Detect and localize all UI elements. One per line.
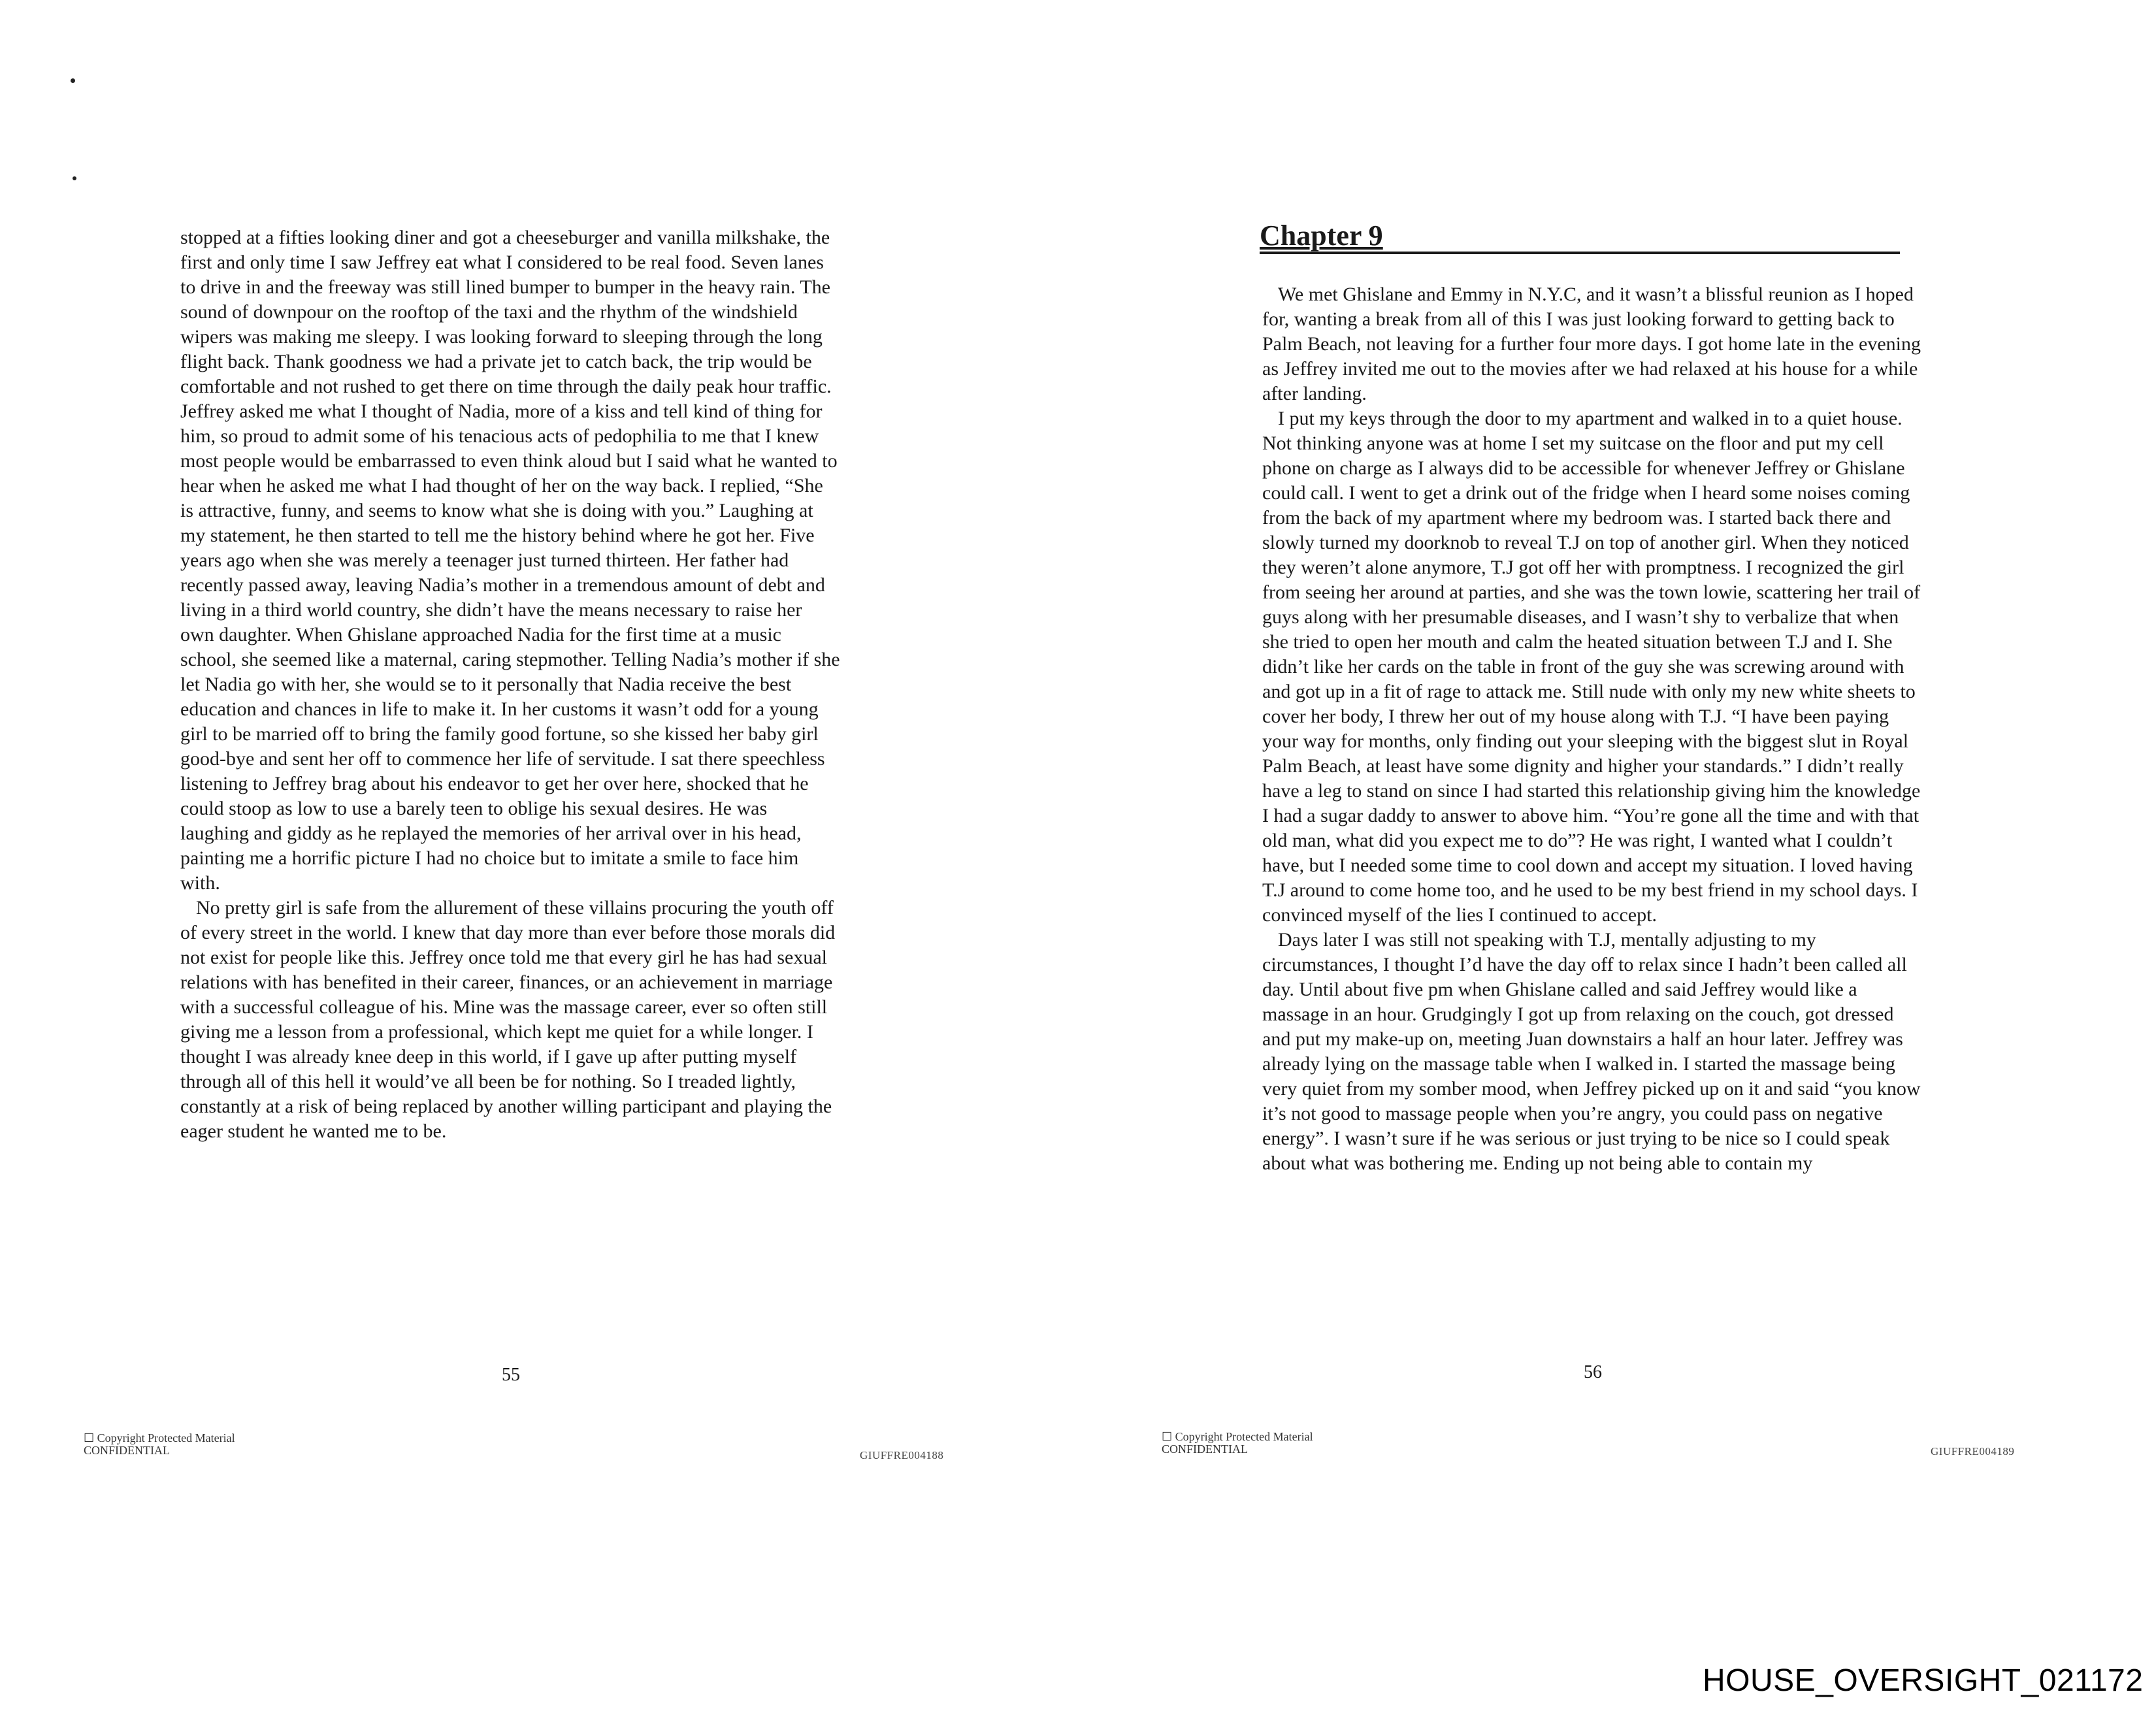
bates-number: GIUFFRE004189 [1931, 1445, 2015, 1458]
chapter-title-text: Chapter 9 [1260, 220, 1383, 252]
copyright-line: ☐ Copyright Protected Material [84, 1431, 235, 1444]
paragraph: We met Ghislane and Emmy in N.Y.C, and it wasn’t a blissful reunion as I hoped for, wanting a break from all of this I was just looking forward to getting back to Palm Beach, not leaving for a further four more days. I got home late in the evening as Jeffrey invited me out to the movies after we had relaxed at his house for a while after landing. [1262, 284, 1921, 404]
confidential-label: CONFIDENTIAL [1162, 1442, 1248, 1456]
copyright-line: ☐ Copyright Protected Material [1162, 1430, 1313, 1443]
right-page-body [1262, 282, 1925, 1176]
page-number: 56 [1584, 1362, 1602, 1382]
chapter-title [1260, 220, 1900, 254]
scan-speck [71, 78, 75, 83]
paragraph: stopped at a fifties looking diner and got a cheeseburger and vanilla milkshake, the first and only time I saw Jeffrey eat what I considered to be real food. Seven lanes to drive in and the freeway was still lined bumper to bumper in the heavy rain. The sound of downpour on the rooftop of the taxi and the rhythm of the windshield wipers was making me sleepy. I was looking forward to sleeping through the long flight back. Thank goodness we had a private jet to catch back, the trip would be comfortable and not rushed to get there on time through the daily peak hour traffic. Jeffrey asked me what I thought of Nadia, more of a kiss and tell kind of thing for him, so proud to admit some of his tenacious acts of pedophilia to me that I knew most people would be embarrassed to even think aloud but I said what he wanted to hear when he asked me what I had thought of her on the way back. I replied, “She is attractive, funny, and seems to know what she is doing with you.” Laughing at my statement, he then started to tell me the history behind where he got her. Five years ago when she was merely a teenager just turned thirteen. Her father had recently passed away, leaving Nadia’s mother in a tremendous amount of debt and living in a third world country, she didn’t have the means necessary to raise her own daughter. When Ghislane approached Nadia for the first time at a music school, she seemed like a maternal, caring stepmother. Telling Nadia’s mother if she let Nadia go with her, she would se to it personally that Nadia receive the best education and chances in life to make it. In her customs it wasn’t odd for a young girl to be married off to bring the family good fortune, so she kissed her baby girl good-bye and sent her off to commence her life of servitude. I sat there speechless listening to Jeffrey brag about his endeavor to get her over here, shocked that he could stoop as low to use a barely teen to oblige his sexual desires. He was laughing and giddy as he replayed the memories of her arrival over in his head, painting me a horrific picture I had no choice but to imitate a smile to face him with. [180, 227, 840, 894]
document-stamp: HOUSE_OVERSIGHT_021172 [1703, 1663, 2144, 1698]
paragraph: Days later I was still not speaking with T.J, mentally adjusting to my circumstances, I thought I’d have the day off to relax since I hadn’t been called all day. Until about five pm when Ghislane called and said Jeffrey would like a massage in an hour. Grudgingly I got up from relaxing on the couch, got dressed and put my make-up on, meeting Juan downstairs a half an hour later. Jeffrey was already lying on the massage table when I walked in. I started the massage being very quiet from my somber mood, when Jeffrey picked up on it and said “you know it’s not good to massage people when you’re angry, you could pass on negative energy”. I wasn’t sure if he was serious or just trying to be nice so I could speak about what was bothering me. Ending up not being able to contain my [1262, 929, 1921, 1174]
copyright-notice [84, 1432, 235, 1457]
scan-speck [73, 176, 76, 180]
paragraph: I put my keys through the door to my apartment and walked in to a quiet house. Not thinking anyone was at home I set my suitcase on the floor and put my cell phone on charge as I always did to be accessible for whenever Jeffrey or Ghislane could call. I went to get a drink out of the fridge when I heard some noises coming from the back of my apartment where my bedroom was. I started back there and slowly turned my doorknob to reveal T.J on top of another girl. When they noticed they weren’t alone anymore, T.J got off her with promptness. I recognized the girl from seeing her around at parties, and she was the town lowie, scattering her trail of guys along with her presumable diseases, and I wasn’t shy to verbalize that when she tried to open her mouth and calm the heated situation between T.J and I. She didn’t like her cards on the table in front of the guy she was screwing around with and got up in a fit of rage to attack me. Still nude with only my new white sheets to cover her body, I threw her out of my house along with T.J. “I have been paying your way for months, only finding out your sleeping with the biggest slut in Royal Palm Beach, at least have some dignity and higher your standards.” I didn’t really have a leg to stand on since I had started this relationship giving him the knowledge I had a sugar daddy to answer to above him. “You’re gone all the time and with that old man, what did you expect me to do”? He was right, I wanted what I couldn’t have, but I needed some time to cool down and accept my situation. I loved having T.J around to come home too, and he used to be my best friend in my school days. I convinced myself of the lies I continued to accept. [1262, 408, 1921, 926]
page-number: 55 [502, 1365, 520, 1385]
paragraph: No pretty girl is safe from the allurement of these villains procuring the youth off of every street in the world. I knew that day more than ever before those morals did not exist for people like this. Jeffrey once told me that every girl he has had sexual relations with has benefited in their career, finances, or an achievement in marriage with a successful colleague of his. Mine was the massage career, ever so often still giving me a lesson from a professional, which kept me quiet for a while longer. I thought I was already knee deep in this world, if I gave up after putting myself through all of this hell it would’ve all been be for nothing. So I treaded lightly, constantly at a risk of being replaced by another willing participant and playing the eager student he wanted me to be. [180, 897, 836, 1142]
left-page-body [180, 225, 840, 1144]
confidential-label: CONFIDENTIAL [84, 1444, 170, 1457]
copyright-notice [1162, 1431, 1313, 1456]
bates-number: GIUFFRE004188 [860, 1449, 944, 1461]
